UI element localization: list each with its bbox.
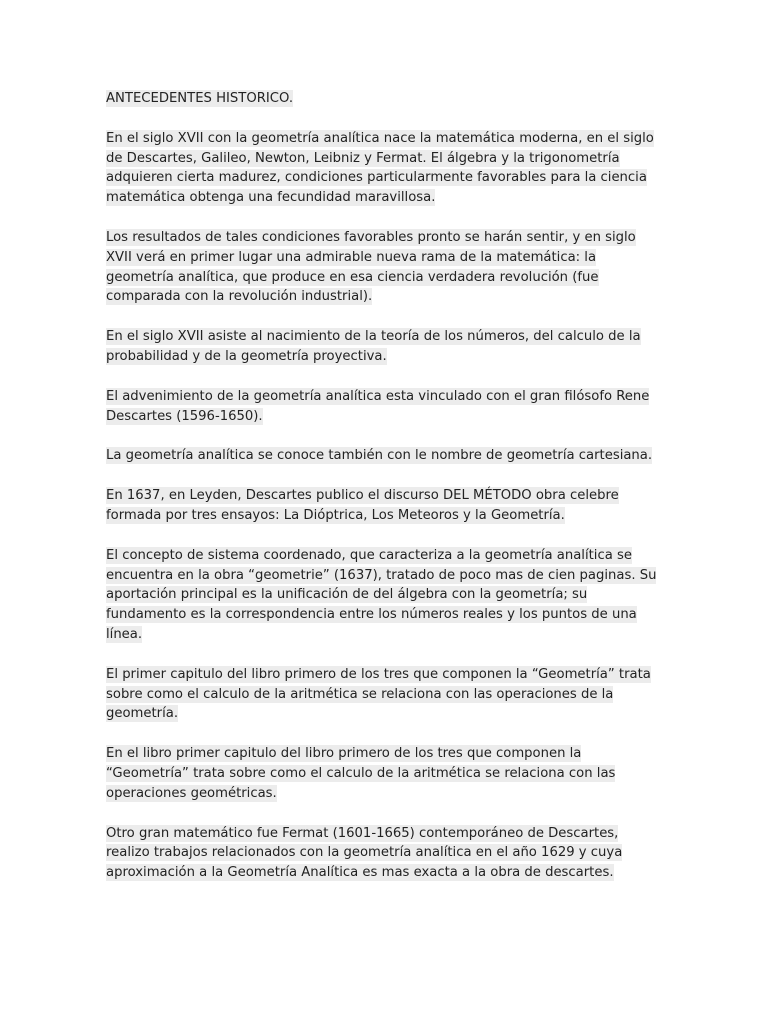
paragraph-6-text: En 1637, en Leyden, Descartes publico el discurso DEL MÉTODO obra celebre formada por tres ensayos: La Dióptrica, Los Meteoros y la Geometría. bbox=[106, 488, 619, 523]
title-text: ANTECEDENTES HISTORICO. bbox=[106, 91, 294, 106]
paragraph-3-text: En el siglo XVII asiste al nacimiento de la teoría de los números, del calculo de la probabilidad y de la geometría proyectiva. bbox=[106, 329, 641, 364]
paragraph-7-text: El concepto de sistema coordenado, que caracteriza a la geometría analítica se encuentra en la obra “geometrie” (1637), tratado de poco mas de cien paginas. Su aportación principal es la unificación de del álgebra con la geometría; su fundamento es la correspondencia entre los números reales y los puntos de una línea. bbox=[106, 547, 657, 642]
paragraph-1-text: En el siglo XVII con la geometría analítica nace la matemática moderna, en el siglo de Descartes, Galileo, Newton, Leibniz y Fermat. El álgebra y la trigonometría adquieren cierta madurez, condiciones particularmente favorables para la ciencia matemática obtenga una fecundidad maravillosa. bbox=[106, 130, 654, 206]
paragraph-2-text: Los resultados de tales condiciones favorables pronto se harán sentir, y en siglo XVII verá en primer lugar una admirable nueva rama de la matemática: la geometría analítica, que produce en esa ciencia verdadera revolución (fue comparada con la revolución industrial). bbox=[106, 229, 636, 305]
paragraph-5 bbox=[106, 446, 664, 466]
document-title bbox=[106, 89, 664, 109]
paragraph-2 bbox=[106, 228, 664, 307]
paragraph-3 bbox=[106, 327, 664, 367]
paragraph-1 bbox=[106, 129, 664, 208]
paragraph-10-text: Otro gran matemático fue Fermat (1601-1665) contemporáneo de Descartes, realizo trabajos relacionados con la geometría analítica en el año 1629 y cuya aproximación a la Geometría Analítica es mas exacta a la obra de descartes. bbox=[106, 825, 623, 881]
paragraph-10 bbox=[106, 824, 664, 883]
paragraph-8 bbox=[106, 665, 664, 724]
paragraph-6 bbox=[106, 486, 664, 526]
paragraph-9-text: En el libro primer capitulo del libro primero de los tres que componen la “Geometría” trata sobre como el calculo de la aritmética se relaciona con las operaciones geométricas. bbox=[106, 746, 616, 801]
document-body bbox=[106, 89, 664, 903]
paragraph-4 bbox=[106, 387, 664, 427]
paragraph-7 bbox=[106, 546, 664, 645]
paragraph-8-text: El primer capitulo del libro primero de los tres que componen la “Geometría” trata sobre como el calculo de la aritmética se relaciona con las operaciones de la geometría. bbox=[106, 666, 651, 722]
paragraph-4-text: El advenimiento de la geometría analítica esta vinculado con el gran filósofo Rene Descartes (1596-1650). bbox=[106, 388, 650, 424]
paragraph-9 bbox=[106, 744, 664, 803]
paragraph-5-text: La geometría analítica se conoce también con le nombre de geometría cartesiana. bbox=[106, 448, 653, 464]
